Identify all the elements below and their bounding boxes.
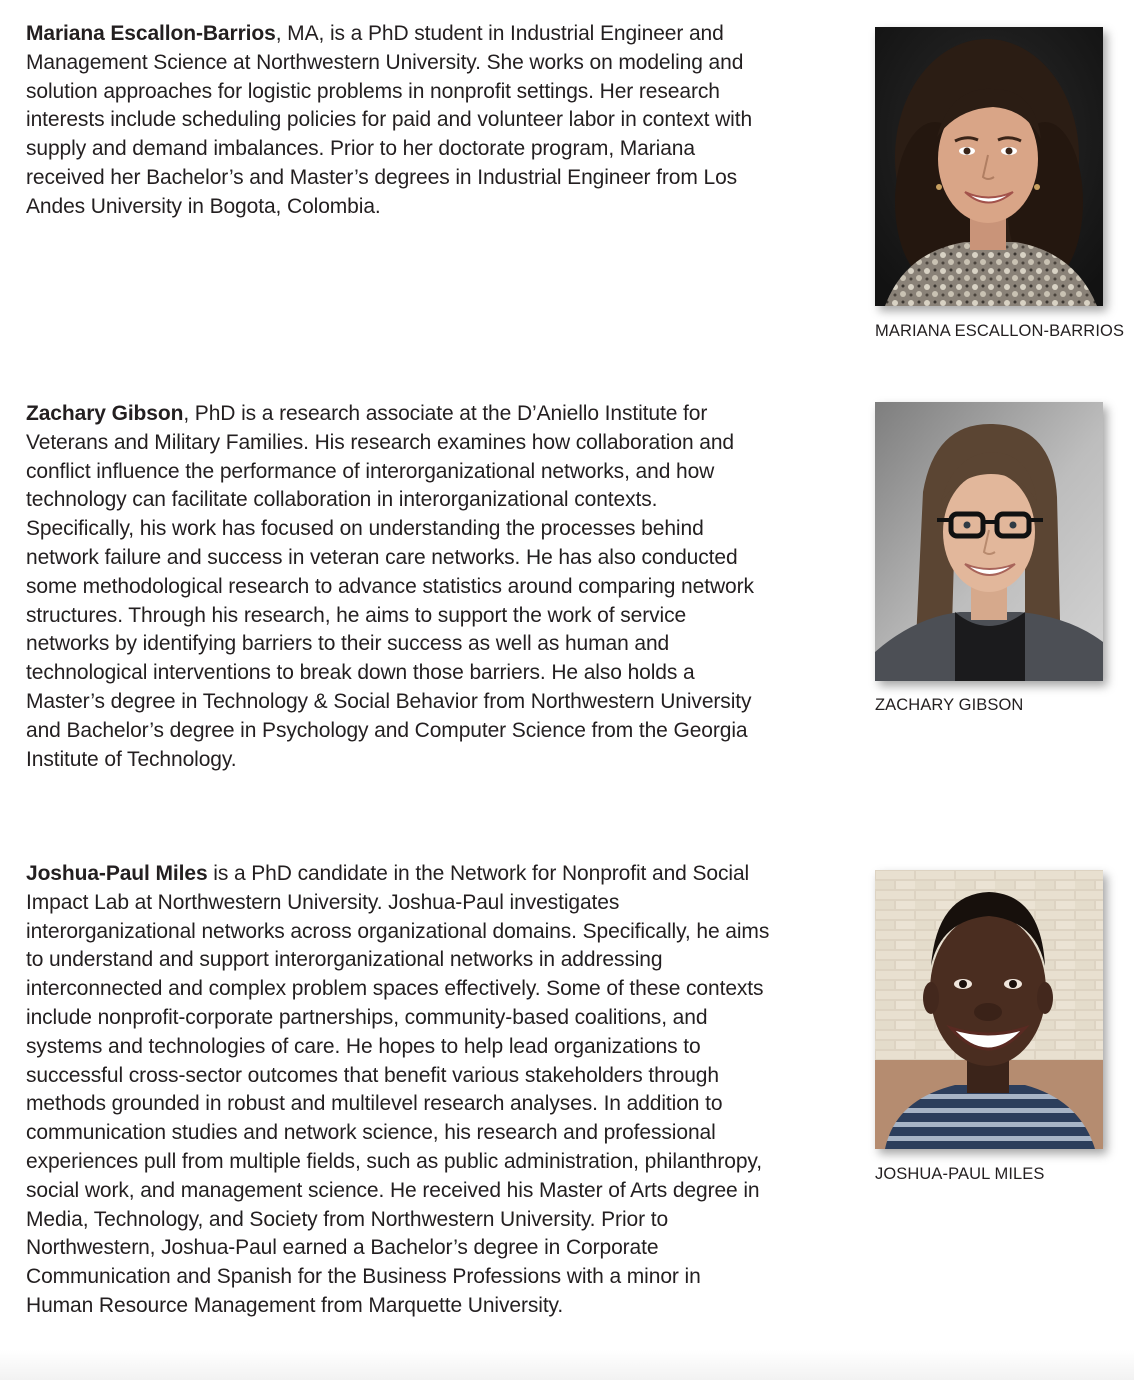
person-name: Zachary Gibson <box>26 402 184 425</box>
portrait-photo <box>875 27 1103 306</box>
bio-mariana-escallon-barrios <box>26 20 770 222</box>
person-name: Joshua-Paul Miles <box>26 862 208 885</box>
portrait-photo <box>875 870 1103 1149</box>
bio-text: , MA, is a PhD student in Industrial Engineer and Management Science at Northwestern University. She works on modeling and solution approaches for logistic problems in nonprofit settings. Her research interests include scheduling policies for paid and volunteer labor in context with supply and demand imbalances. Prior to her doctorate program, Mariana received her Bachelor’s and Master’s degrees in Industrial Engineer from Los Andes University in Bogota, Colombia. <box>26 22 753 218</box>
portrait-woman-curly-hair-image <box>875 27 1103 306</box>
photo-caption: MARIANA ESCALLON-BARRIOS <box>875 322 1125 340</box>
person-name: Mariana Escallon-Barrios <box>26 22 276 45</box>
portrait-man-glasses-long-hair-image <box>875 402 1103 681</box>
bio-text: is a PhD candidate in the Network for Nonprofit and Social Impact Lab at Northwestern University. Joshua-Paul investigates interorganizational networks across organizational domains. Specifically, he aims to understand and support interorganizational networks in addressing interconnected and complex problem spaces effectively. Some of these contexts include nonprofit-corporate partnerships, community-based coalitions, and systems and technologies of care. He hopes to help lead organizations to successful cross-sector outcomes that benefit various stakeholders through methods grounded in robust and multilevel research analyses. In addition to communication studies and network science, his research and professional experiences pull from multiple fields, such as public administration, philanthropy, social work, and management science. He received his Master of Arts degree in Media, Technology, and Society from Northwestern University. Prior to Northwestern, Joshua-Paul earned a Bachelor’s degree in Corporate Communication and Spanish for the Business Professions with a minor in Human Resource Management from Marquette University. <box>26 862 770 1317</box>
bio-text: , PhD is a research associate at the D’Aniello Institute for Veterans and Military Families. His research examines how collaboration and conflict influence the performance of interorganizational networks, and how technology can facilitate collaboration in interorganizational contexts. Specifically, his work has focused on understanding the processes behind network failure and success in veteran care networks. He has also conducted some methodological research to advance statistics around comparing network structures. Through his research, he aims to support the work of service networks by identifying barriers to their success as well as human and technological interventions to break down those barriers. He also holds a Master’s degree in Technology & Social Behavior from Northwestern University and Bachelor’s degree in Psychology and Computer Science from the Georgia Institute of Technology. <box>26 402 754 771</box>
portrait-man-striped-sweater-image <box>875 870 1103 1149</box>
portrait-photo <box>875 402 1103 681</box>
photo-caption: JOSHUA-PAUL MILES <box>875 1165 1045 1183</box>
bio-zachary-gibson <box>26 400 770 774</box>
bio-joshua-paul-miles <box>26 860 770 1321</box>
photo-caption: ZACHARY GIBSON <box>875 696 1024 714</box>
page-bottom-edge <box>0 1350 1134 1380</box>
